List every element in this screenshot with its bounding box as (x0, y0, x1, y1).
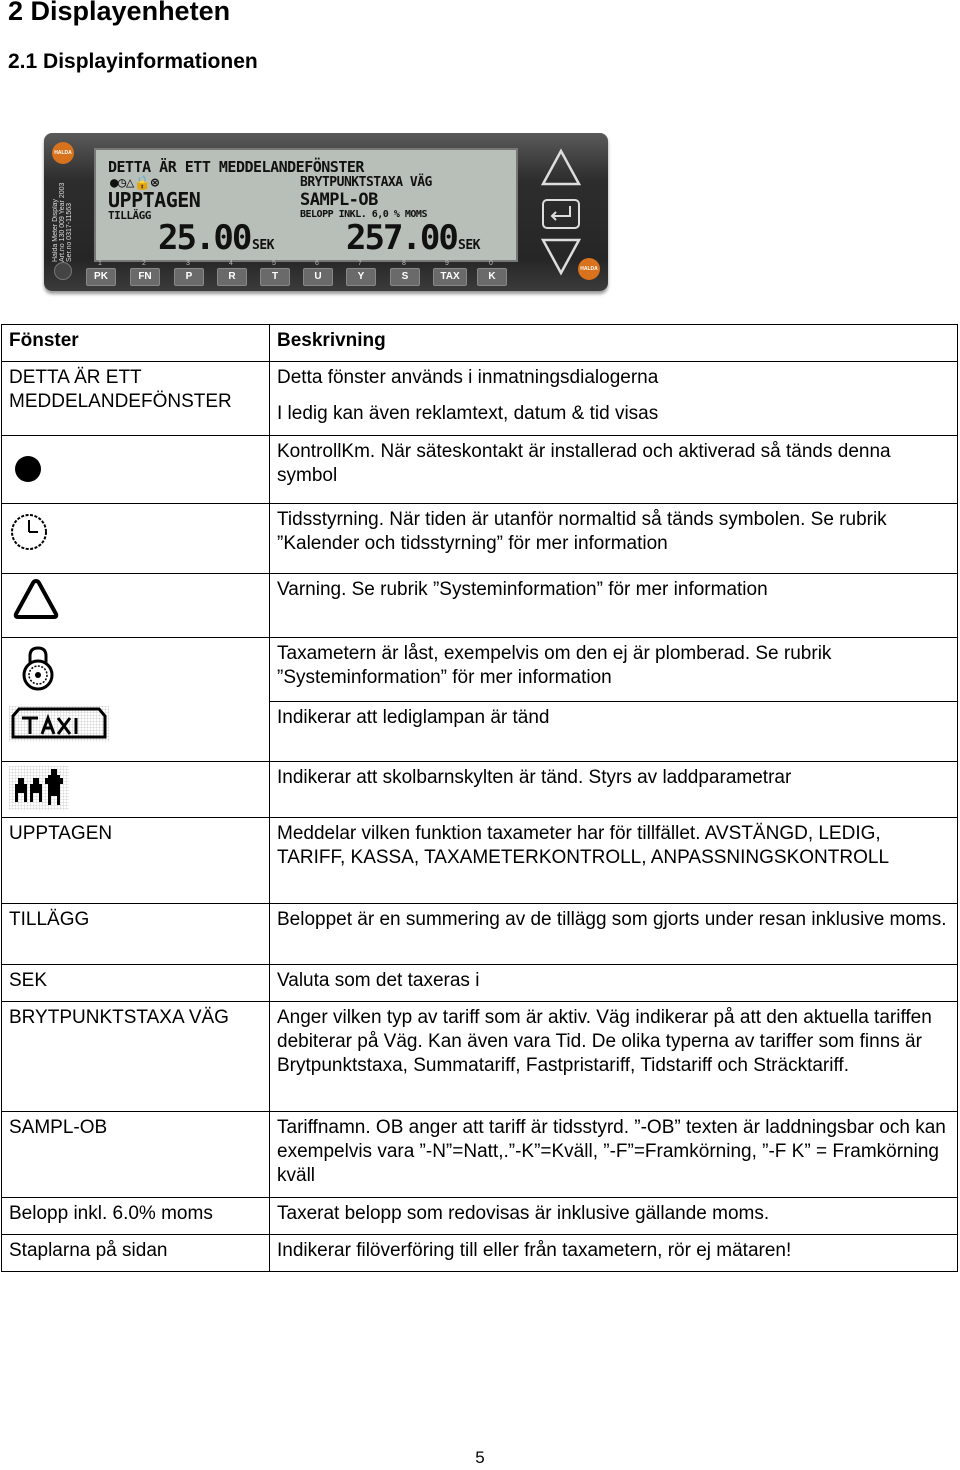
description-cell: Indikerar att lediglampan är tänd (270, 702, 958, 762)
window-cell (2, 574, 270, 638)
description-cell: Tariffnamn. OB anger att tariff är tidsstyrd. ”-OB” texten är laddningsbar och kan exempelvis vara ”-N”=Natt,.”-K”=Kväll, ”-F”=Framkörning, ”-F K” = Framkörning kväll (270, 1112, 958, 1198)
description-cell: Beloppet är en summering av de tillägg som gjorts under resan inklusive moms. (270, 904, 958, 965)
halda-logo: HALDA (578, 258, 600, 280)
key-fn: FN (130, 268, 160, 286)
screen-currency: SEK (458, 238, 480, 253)
table-row (2, 1112, 958, 1198)
lock-icon (21, 644, 55, 692)
window-cell: Staplarna på sidan (2, 1235, 270, 1272)
description-cell: Indikerar filöverföring till eller från taxametern, rör ej mätaren! (270, 1235, 958, 1272)
table-row (2, 362, 958, 436)
screen-extra-value: 25.00 (158, 218, 251, 258)
table-row (2, 1002, 958, 1112)
window-cell: BRYTPUNKTSTAXA VÄG (2, 1002, 270, 1112)
description-cell: Meddelar vilken funktion taxameter har för tillfället. AVSTÄNGD, LEDIG, TARIFF, KASSA, TAXAMETERKONTROLL, ANPASSNINGSKONTROLL (270, 818, 958, 904)
key-y: Y (346, 268, 376, 286)
school-children-icon (9, 766, 69, 810)
key-number: 7 (358, 260, 362, 267)
description-text: Detta fönster används i inmatningsdialogerna (277, 367, 659, 388)
key-number: 5 (272, 260, 276, 267)
table-row (2, 574, 958, 638)
key-number: 2 (142, 260, 146, 267)
table-row (2, 904, 958, 965)
window-cell (2, 436, 270, 504)
enter-icon (540, 194, 582, 234)
table-header-row (2, 325, 958, 362)
key-k: K (477, 268, 507, 286)
window-cell: TILLÄGG (2, 904, 270, 965)
taxi-sign-icon (9, 706, 109, 742)
key-number: 6 (315, 260, 319, 267)
window-cell (2, 504, 270, 574)
key-pk: PK (86, 268, 116, 286)
device-screen (94, 148, 518, 262)
screen-status: UPPTAGEN (108, 188, 201, 212)
page-number: 5 (475, 1448, 485, 1467)
device-side-label: Halda Meter Display Art.no 130 009 Year 2003 Ser.no 0317-11563 (52, 182, 73, 262)
table-row (2, 1198, 958, 1235)
screen-amount-label: BELOPP INKL. 6,0 % MOMS (300, 209, 427, 220)
screen-tariff-name: SAMPL-OB (300, 190, 378, 210)
window-cell (2, 702, 270, 762)
key-number: 0 (489, 260, 493, 267)
description-cell: Valuta som det taxeras i (270, 965, 958, 1002)
down-arrow-icon (540, 236, 582, 276)
window-cell (2, 762, 270, 818)
description-cell: Indikerar att skolbarnskylten är tänd. Styrs av laddparametrar (270, 762, 958, 818)
key-number: 1 (98, 260, 102, 267)
halda-logo: HALDA (52, 142, 74, 164)
window-cell: UPPTAGEN (2, 818, 270, 904)
table-row (2, 965, 958, 1002)
description-cell (270, 362, 958, 436)
table-row (2, 504, 958, 574)
table-row (2, 1235, 958, 1272)
section-heading: 2 Displayenheten (8, 0, 231, 26)
description-cell: Taxametern är låst, exempelvis om den ej är plomberad. Se rubrik ”Systeminformation” för mer information (270, 638, 958, 702)
connector-icon (54, 262, 72, 280)
screen-amount-value: 257.00 (346, 218, 457, 258)
key-number: 8 (402, 260, 406, 267)
screen-status-icons: ●◷△🔒⊗ (110, 175, 159, 191)
window-cell: SAMPL-OB (2, 1112, 270, 1198)
key-tax: TAX (433, 268, 467, 286)
description-cell: KontrollKm. När säteskontakt är installerad och aktiverad så tänds denna symbol (270, 436, 958, 504)
key-u: U (303, 268, 333, 286)
key-number: 4 (229, 260, 233, 267)
description-cell: Varning. Se rubrik ”Systeminformation” för mer information (270, 574, 958, 638)
key-number: 9 (445, 260, 449, 267)
display-info-table (1, 324, 958, 1272)
screen-currency: SEK (252, 238, 274, 253)
subsection-heading: 2.1 Displayinformationen (8, 50, 258, 73)
table-row (2, 702, 958, 762)
screen-message-line: DETTA ÄR ETT MEDDELANDEFÖNSTER (108, 158, 364, 176)
table-row (2, 818, 958, 904)
description-cell: Tidsstyrning. När tiden är utanför normaltid så tänds symbolen. Se rubrik ”Kalender och tidsstyrning” för mer information (270, 504, 958, 574)
table-row (2, 762, 958, 818)
window-cell: DETTA ÄR ETT MEDDELANDEFÖNSTER (2, 362, 270, 436)
key-s: S (390, 268, 420, 286)
key-t: T (260, 268, 290, 286)
screen-tariff-type: BRYTPUNKTSTAXA VÄG (300, 175, 432, 190)
window-cell (2, 638, 270, 702)
warning-triangle-icon (13, 578, 59, 620)
table-row (2, 638, 958, 702)
table-row (2, 436, 958, 504)
column-header-description: Beskrivning (270, 325, 958, 362)
clock-icon (9, 512, 49, 552)
key-number: 3 (186, 260, 190, 267)
column-header-window: Fönster (2, 325, 270, 362)
key-r: R (217, 268, 247, 286)
window-cell: Belopp inkl. 6.0% moms (2, 1198, 270, 1235)
filled-circle-icon (13, 454, 43, 484)
device-keypad (86, 262, 516, 288)
description-text: I ledig kan även reklamtext, datum & tid visas (277, 403, 659, 424)
key-p: P (174, 268, 204, 286)
up-arrow-icon (540, 148, 582, 188)
description-cell: Taxerat belopp som redovisas är inklusive gällande moms. (270, 1198, 958, 1235)
window-cell: SEK (2, 965, 270, 1002)
screen-extra-label: TILLÄGG (108, 209, 151, 222)
description-cell: Anger vilken typ av tariff som är aktiv. Väg indikerar på att den aktuella tariffen debiterar på Väg. Kan även vara Tid. De olika typerna av tariffer som finns är Brytpunktstaxa, Summatariff, Fastpristariff, Tidstariff och Sträcktariff. (270, 1002, 958, 1112)
